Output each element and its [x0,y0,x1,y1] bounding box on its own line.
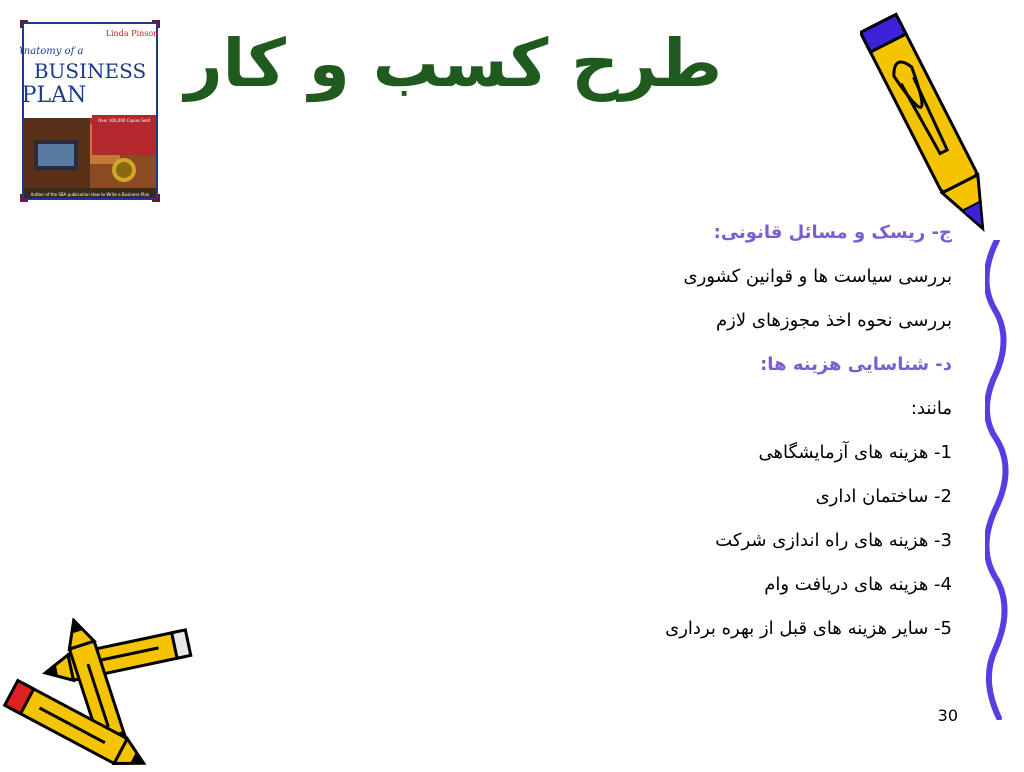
slide-content [392,222,952,662]
decorative-wave-line [985,240,1015,724]
book-badge: Over 100,000 Copies Sold [97,118,151,123]
pencil-icon [860,5,1000,249]
list-item: 4- هزینه های دریافت وام [764,574,952,595]
list-item: بررسی نحوه اخذ مجوزهای لازم [716,310,952,331]
book-cover-image [20,20,160,202]
book-title-line2: BUSINESS [33,59,147,83]
list-item: بررسی سیاست ها و قوانین کشوری [683,266,952,287]
section-heading-costs: د- شناسایی هزینه ها: [760,354,952,375]
pencils-icon [0,618,210,772]
list-item: 3- هزینه های راه اندازی شرکت [715,530,952,551]
book-author: Linda Pinson [105,29,159,38]
slide-title: طرح کسب و کار [184,25,722,102]
book-title-line3: PLAN [21,83,87,108]
book-footer: Author of the SBA publication How to Write a Business Plan [30,192,150,197]
book-title-line1: Anatomy of a [20,46,84,57]
list-item: 1- هزینه های آزمایشگاهی [758,442,952,463]
list-item: 2- ساختمان اداری [815,486,952,507]
section-heading-risk-legal: ج- ریسک و مسائل قانونی: [713,222,952,243]
list-intro: مانند: [910,398,952,419]
list-item: 5- سایر هزینه های قبل از بهره برداری [665,618,952,639]
page-number: 30 [937,706,958,725]
